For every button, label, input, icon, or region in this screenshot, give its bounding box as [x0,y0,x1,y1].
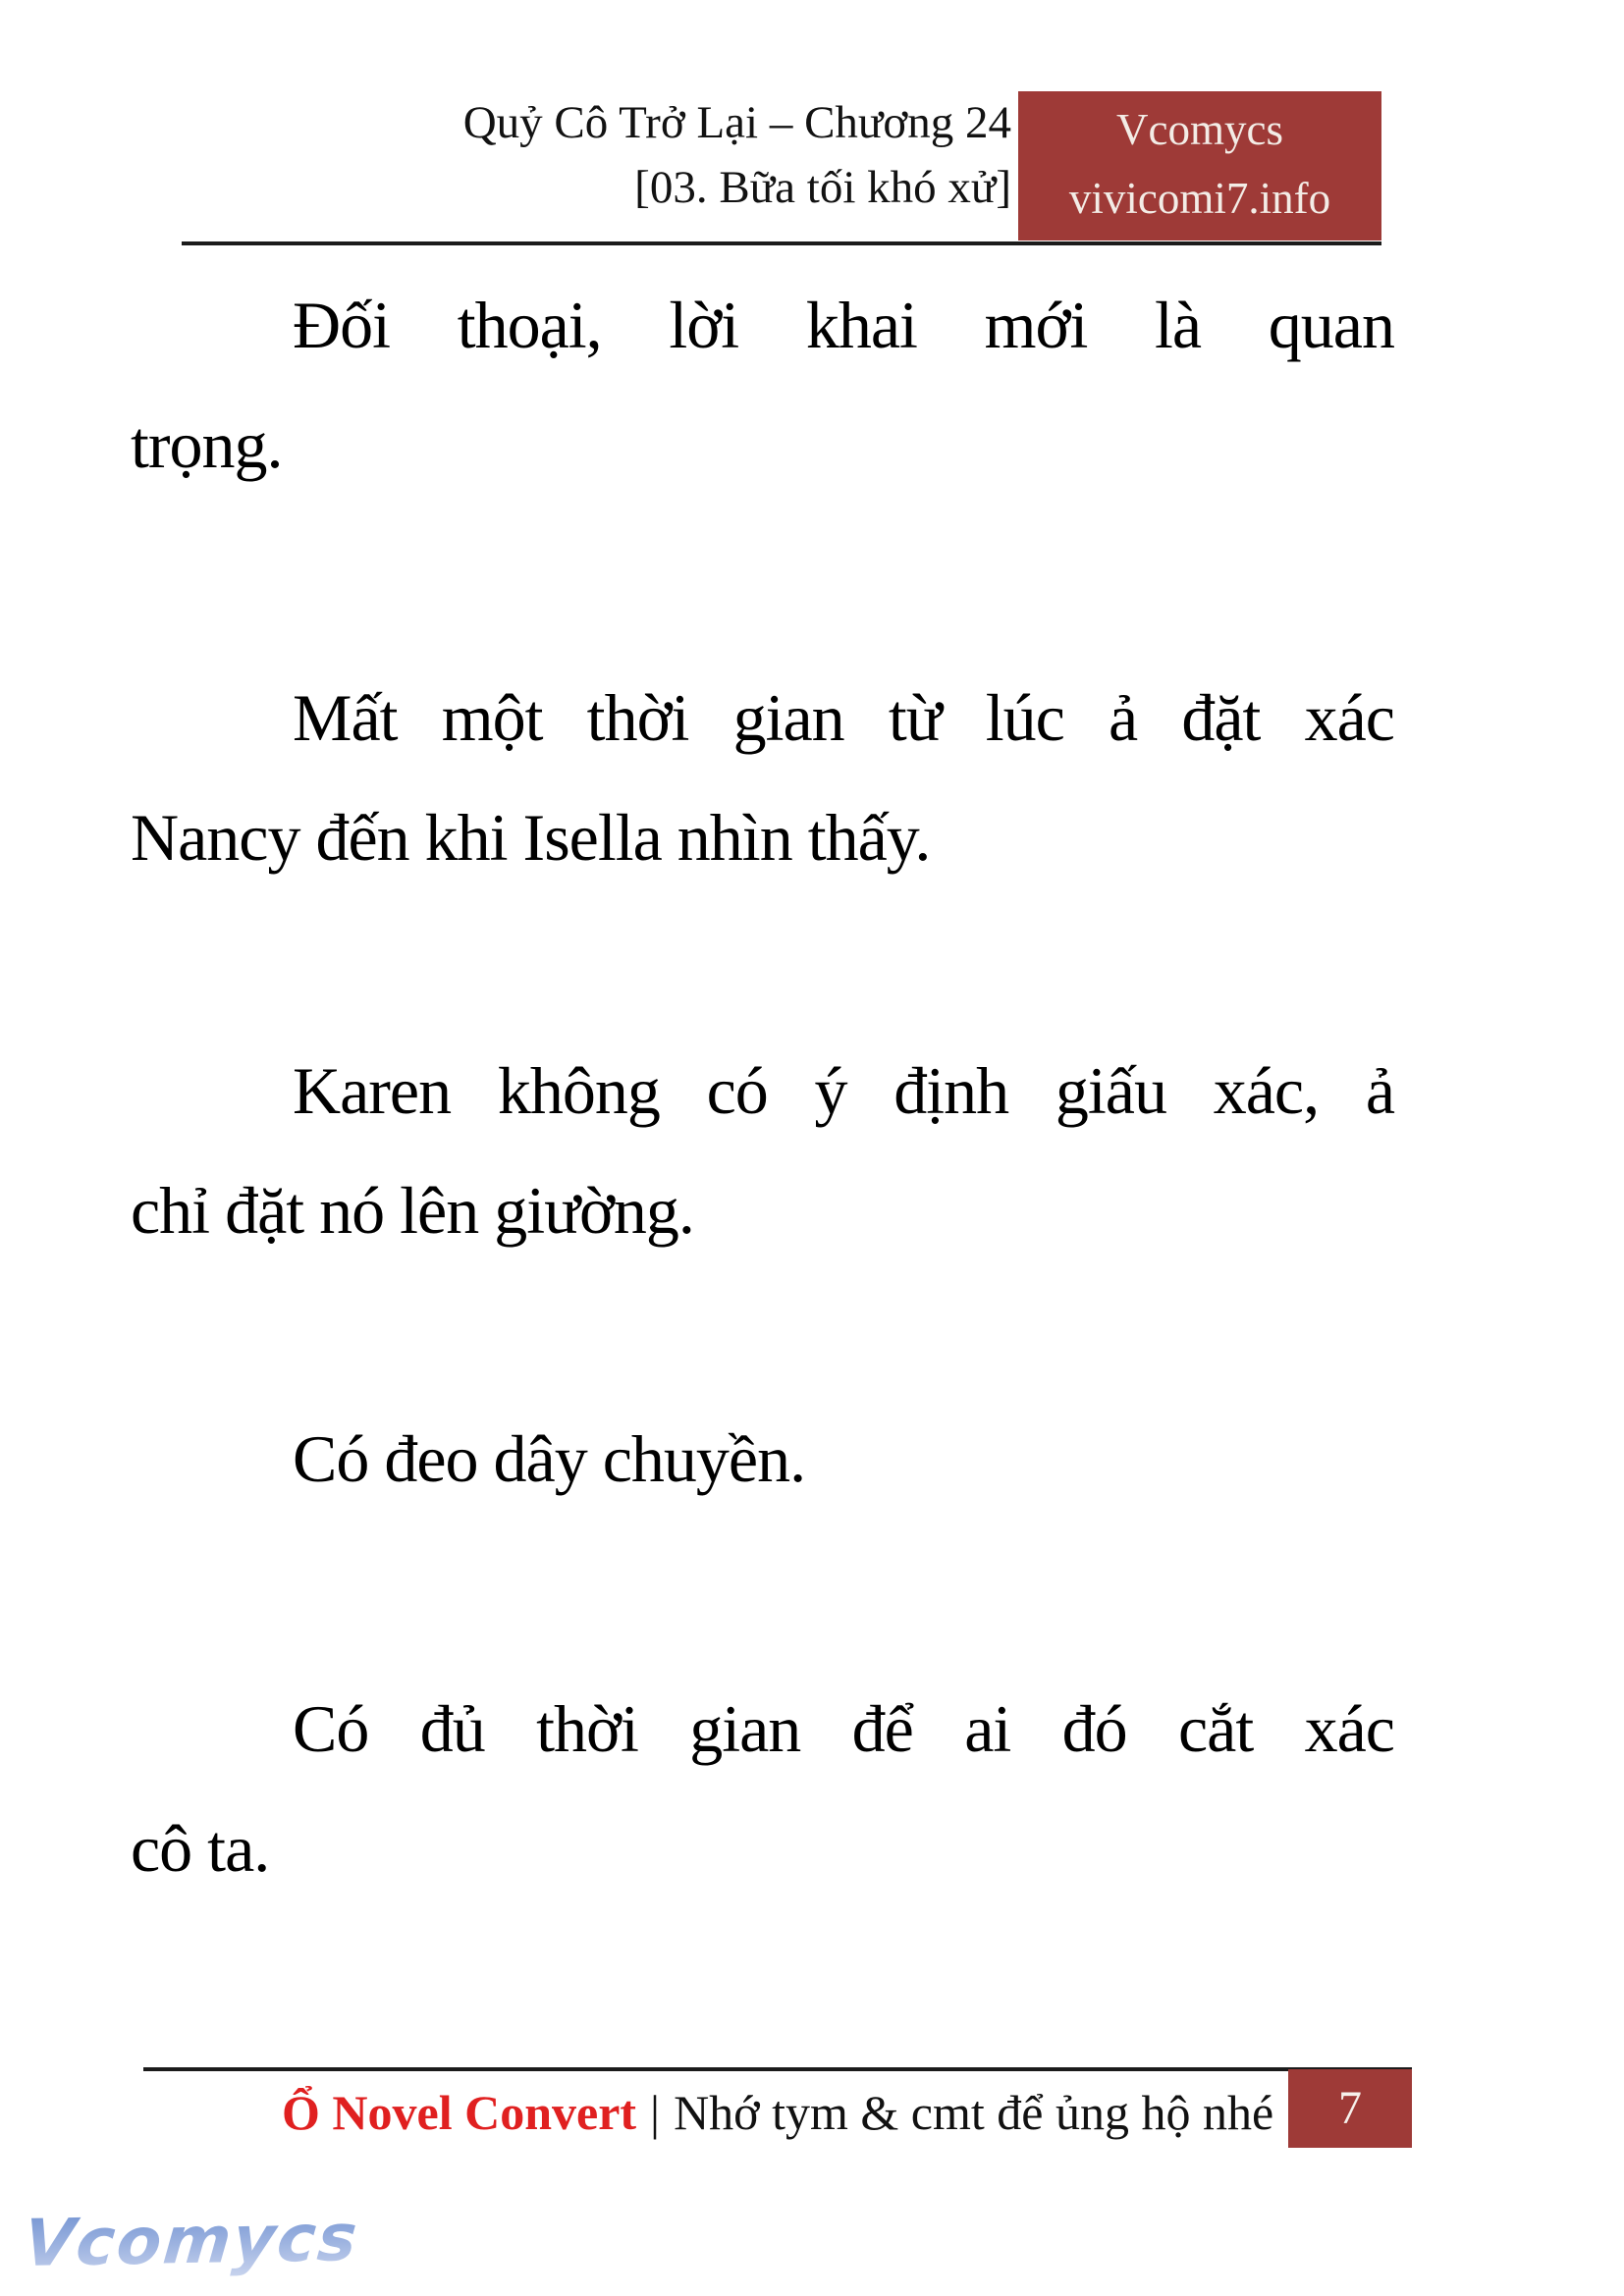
paragraph-line: chỉ đặt nó lên giường. [131,1173,694,1248]
paragraph-line: Mất một thời gian từ lúc ả đặt xác [293,680,1394,755]
brand-name: Vcomycs [1116,105,1283,154]
footer-brand: Ổ Novel Convert [282,2085,637,2140]
brand-box [1018,91,1381,240]
header-divider-line [182,241,1381,245]
paragraph-line: Nancy đến khi Isella nhìn thấy. [131,800,931,875]
footer-note: Nhớ tym & cmt để ủng hộ nhé [674,2085,1274,2140]
paragraph-line: Có đeo dây chuyền. [293,1421,806,1496]
paragraph-line: Đối thoại, lời khai mới là quan [293,288,1394,362]
footer-separator: | [650,2085,661,2140]
paragraph [131,265,1394,505]
paragraph-line: trọng. [131,407,283,482]
paragraph [131,1669,1394,1908]
paragraph [131,1399,1394,1519]
paragraph-line: Karen không có ý định giấu xác, ả [293,1053,1394,1128]
chapter-subtitle: [03. Bữa tối khó xử] [634,162,1011,213]
vcomycs-logo-watermark: Vcomycs [21,2200,362,2281]
page-number: 7 [1338,2082,1362,2134]
brand-site: vivicomi7.info [1068,174,1331,223]
footer-divider-line [143,2067,1412,2071]
page-number-badge [1288,2069,1412,2148]
footer [282,2083,1273,2142]
chapter-title: Quỷ Cô Trở Lại – Chương 24 [462,97,1011,148]
paragraph [131,1031,1394,1270]
paragraph [131,658,1394,897]
paragraph-line: Có đủ thời gian để ai đó cắt xác [293,1691,1394,1766]
paragraph-line: cô ta. [131,1811,270,1886]
chapter-header [0,90,1011,220]
